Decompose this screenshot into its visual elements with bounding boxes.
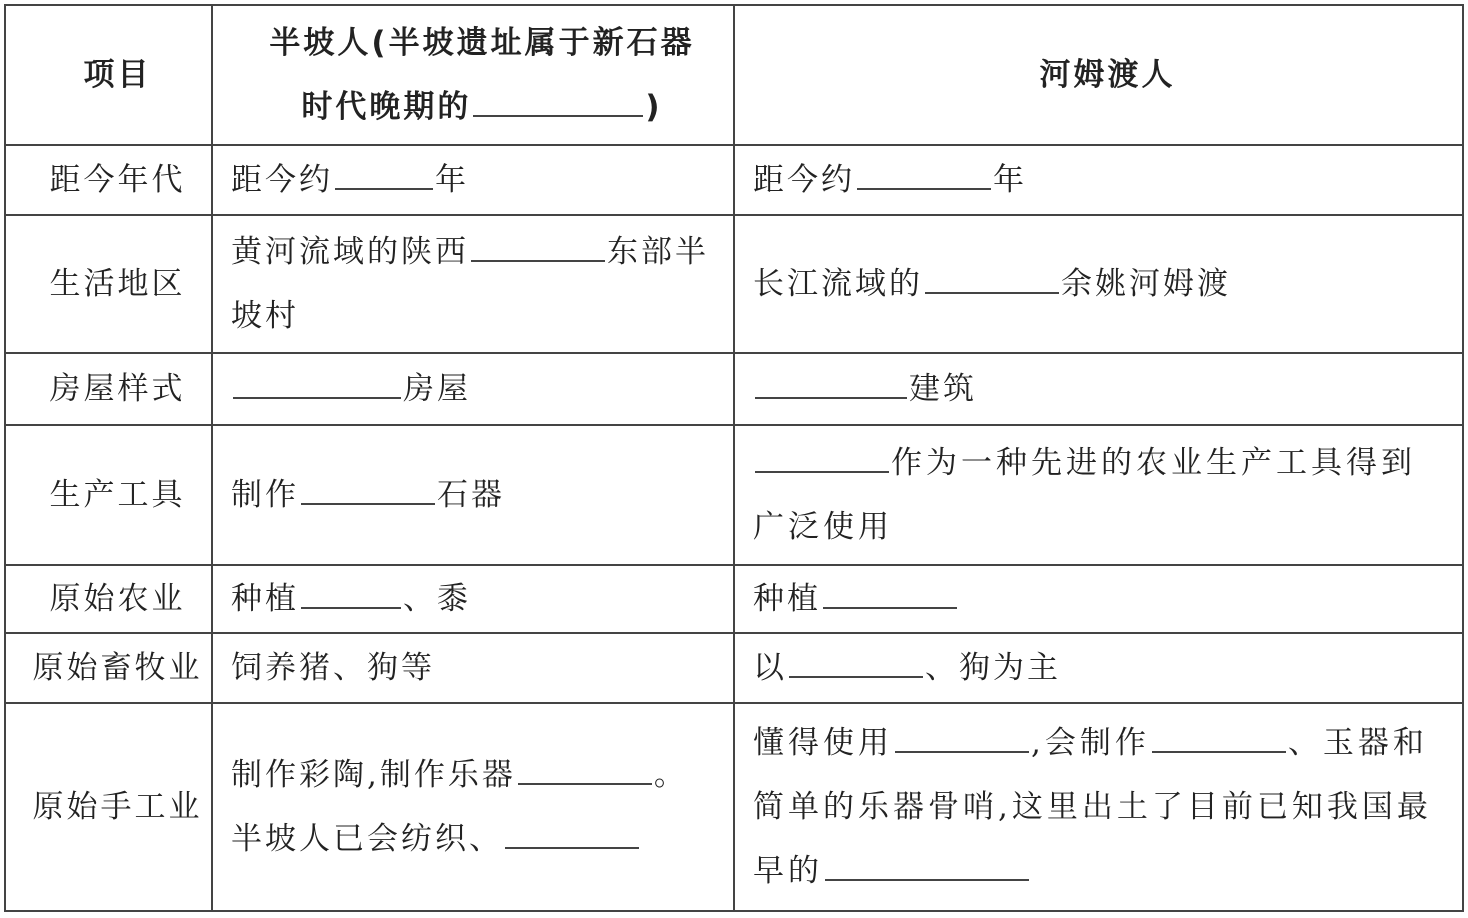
header-banpo-line2: 时代晚期的 ) [231, 75, 733, 139]
blank-hemudu-tools[interactable] [755, 433, 889, 473]
blank-hemudu-make[interactable] [1152, 713, 1286, 753]
row-tools [5, 425, 1463, 565]
cell-banpo-era: 距今约 年 [212, 145, 734, 215]
cell-hemudu-house: 建筑 [734, 353, 1463, 425]
cell-banpo-house: 房屋 [212, 353, 734, 425]
header-banpo-line1: 半坡人(半坡遗址属于新石器 [269, 25, 695, 61]
cell-banpo-agriculture: 种植 、黍 [212, 565, 734, 633]
cell-hemudu-tools: 作为一种先进的农业生产工具得到 广泛使用 [734, 425, 1463, 565]
blank-banpo-tools[interactable] [301, 465, 435, 505]
header-item-label: 项目 [83, 57, 152, 93]
cell-banpo-region: 黄河流域的陕西 东部半 坡村 [212, 215, 734, 353]
row-label-husbandry: 原始畜牧业 [5, 633, 212, 703]
header-hemudu-label: 河姆渡人 [1039, 57, 1176, 93]
blank-banpo-region[interactable] [471, 222, 605, 262]
row-handicraft [5, 703, 1463, 911]
blank-hemudu-years[interactable] [857, 150, 991, 190]
cell-banpo-handicraft: 制作彩陶,制作乐器 。 半坡人已会纺织、 [212, 703, 734, 911]
blank-hemudu-house[interactable] [755, 359, 907, 399]
blank-banpo-years[interactable] [335, 150, 433, 190]
header-hemudu [734, 5, 1463, 145]
cell-hemudu-era: 距今约 年 [734, 145, 1463, 215]
row-label-region: 生活地区 [5, 215, 212, 353]
row-husbandry [5, 633, 1463, 703]
header-item [5, 5, 212, 145]
cell-hemudu-region: 长江流域的 余姚河姆渡 [734, 215, 1463, 353]
row-label-tools: 生产工具 [5, 425, 212, 565]
blank-banpo-house[interactable] [233, 359, 401, 399]
blank-banpo-crop[interactable] [301, 569, 401, 609]
blank-hemudu-earliest[interactable] [825, 841, 1029, 881]
row-label-house: 房屋样式 [5, 353, 212, 425]
row-label-era: 距今年代 [5, 145, 212, 215]
header-banpo [212, 5, 734, 145]
blank-hemudu-use[interactable] [895, 713, 1029, 753]
cell-hemudu-handicraft: 懂得使用 ,会制作 、玉器和 简单的乐器骨哨,这里出土了目前已知我国最 早的 [734, 703, 1463, 911]
row-region [5, 215, 1463, 353]
blank-banpo-instrument[interactable] [518, 745, 652, 785]
header-row [5, 5, 1463, 145]
row-agriculture [5, 565, 1463, 633]
cell-banpo-tools: 制作 石器 [212, 425, 734, 565]
cell-hemudu-husbandry: 以 、狗为主 [734, 633, 1463, 703]
row-label-handicraft: 原始手工业 [5, 703, 212, 911]
cell-hemudu-agriculture: 种植 [734, 565, 1463, 633]
row-era [5, 145, 1463, 215]
blank-era-period[interactable] [473, 77, 643, 117]
cell-banpo-husbandry: 饲养猪、狗等 [212, 633, 734, 703]
blank-hemudu-livestock[interactable] [789, 638, 923, 678]
comparison-table [4, 4, 1464, 912]
blank-hemudu-crop[interactable] [823, 569, 957, 609]
blank-hemudu-region[interactable] [925, 254, 1059, 294]
row-house [5, 353, 1463, 425]
row-label-agriculture: 原始农业 [5, 565, 212, 633]
blank-banpo-craft[interactable] [505, 809, 639, 849]
